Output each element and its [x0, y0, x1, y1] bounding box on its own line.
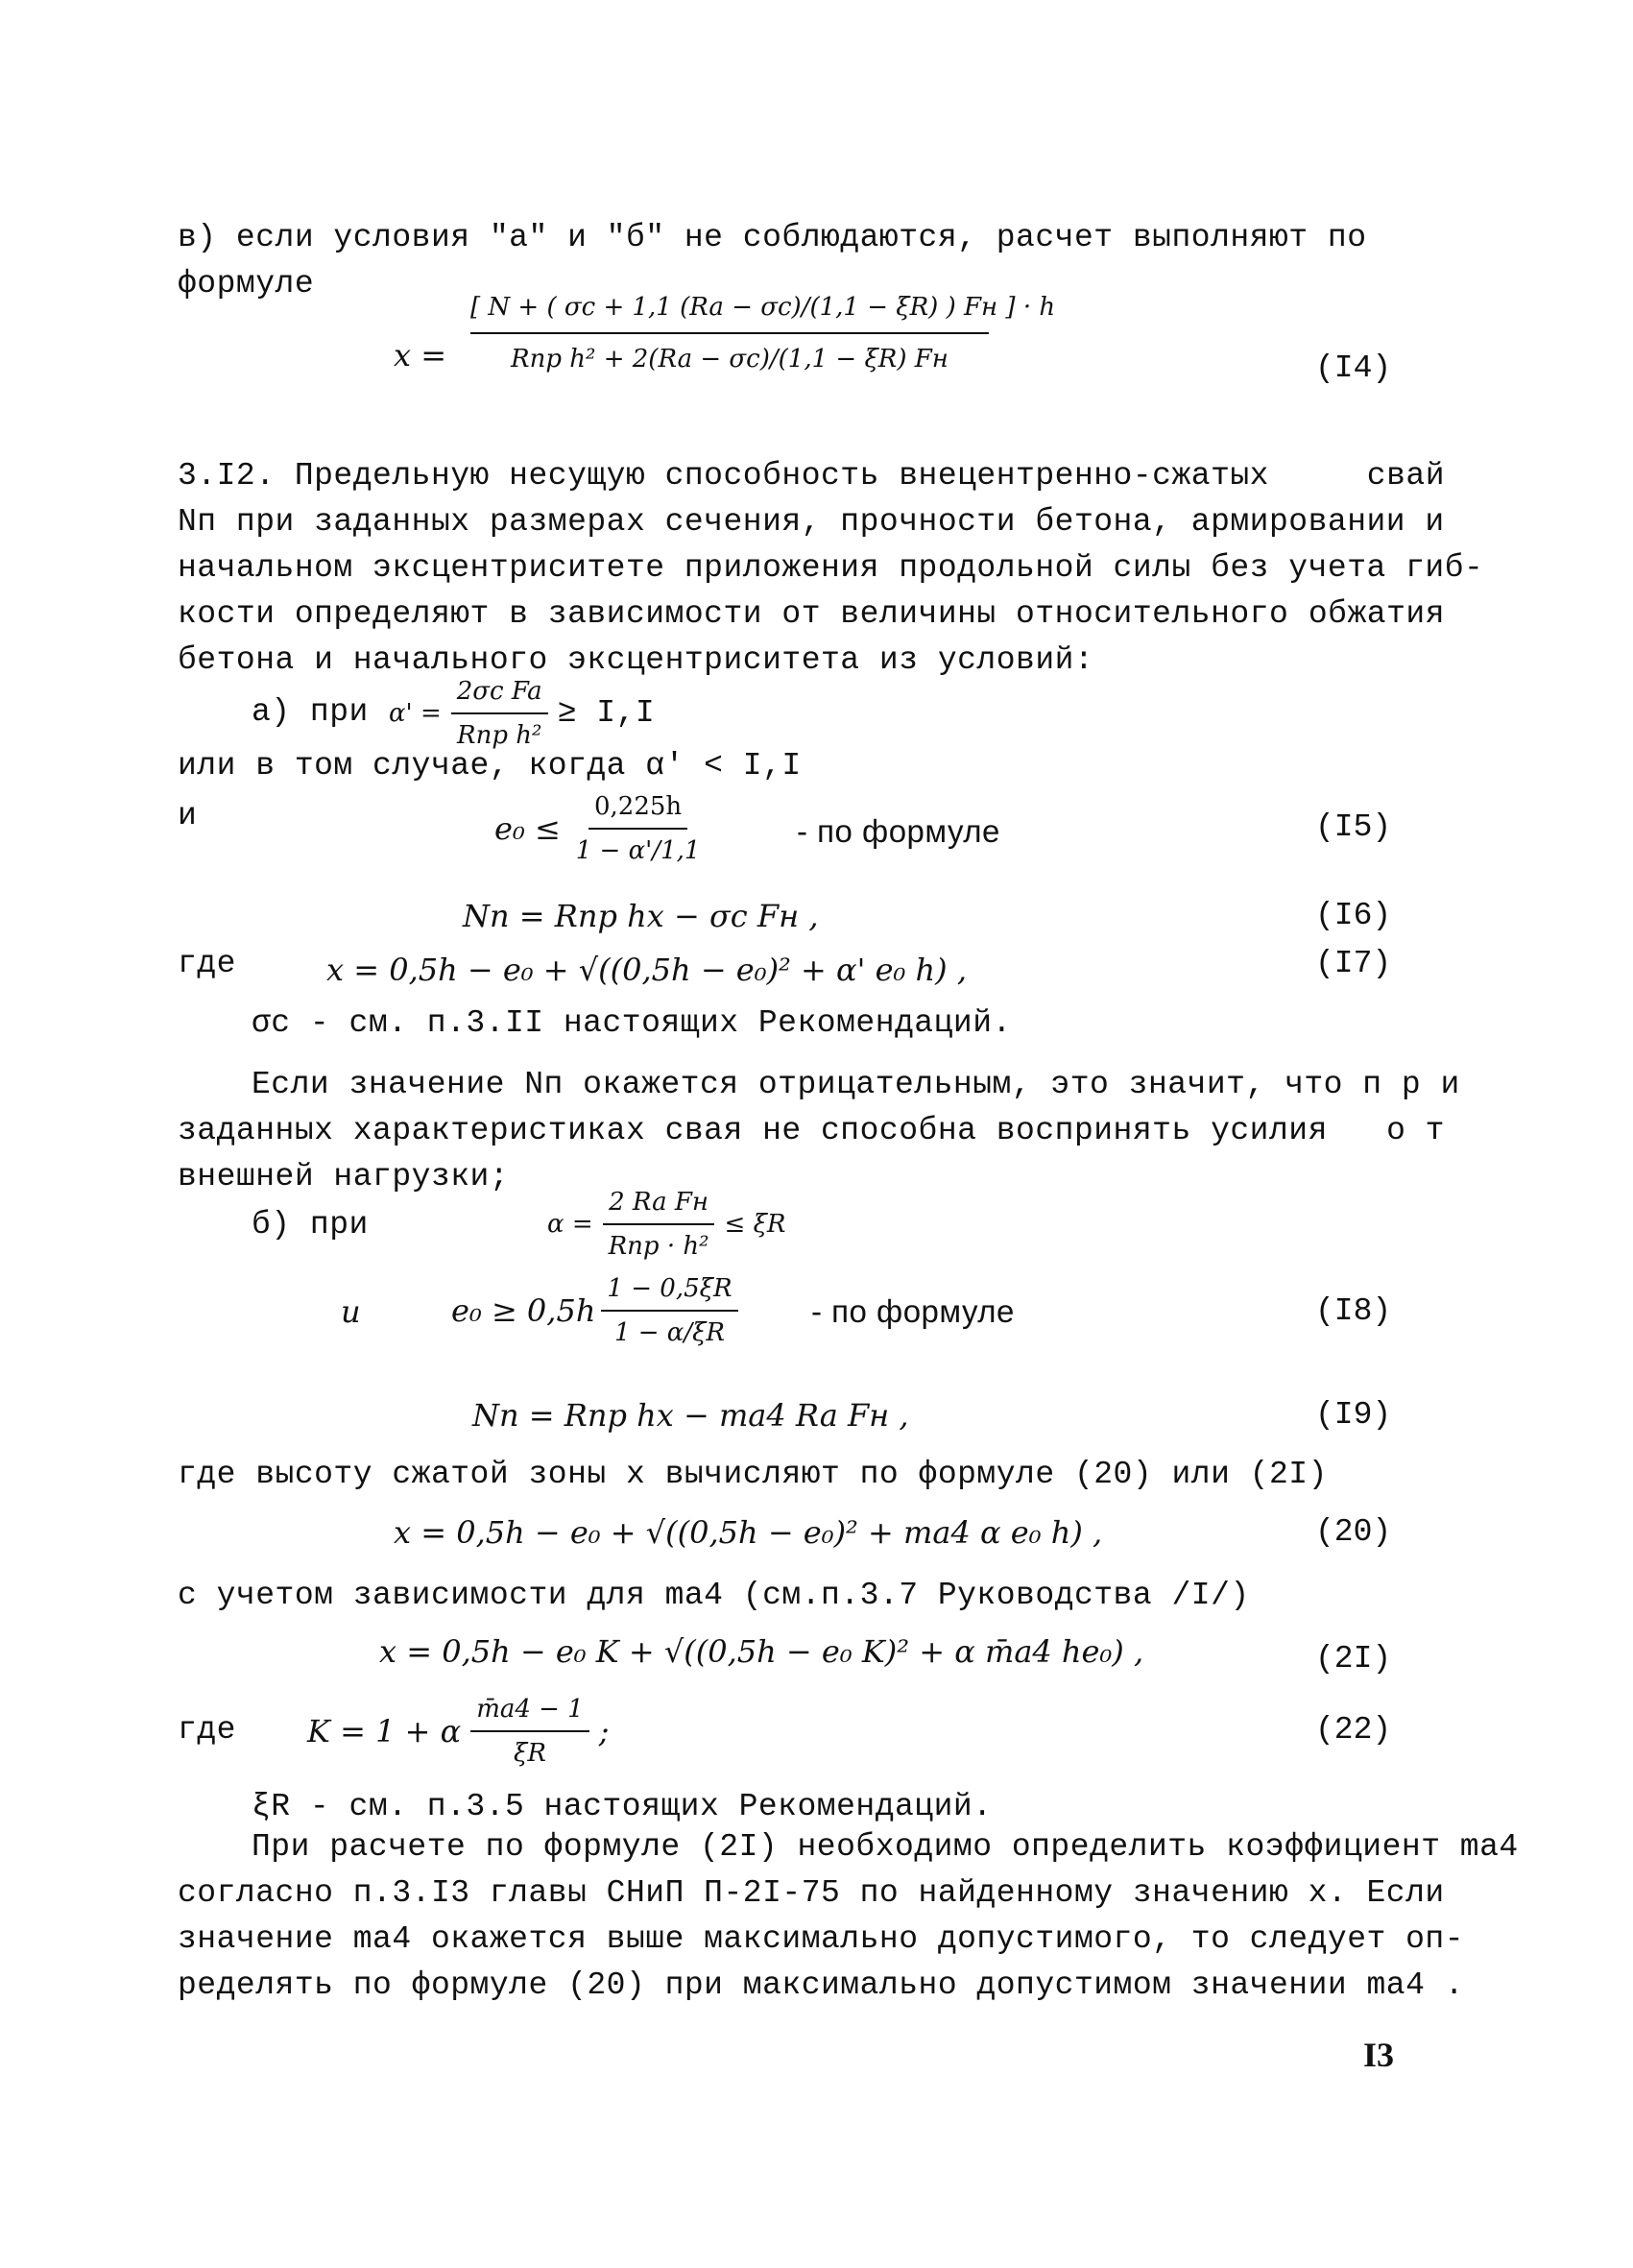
fraction-denominator: ξR	[514, 1739, 546, 1768]
equation-lhs: α =	[547, 1210, 593, 1239]
text-line: и	[178, 798, 198, 833]
fraction-numerator: 1 − 0,5ξR	[601, 1269, 737, 1312]
text-segment: о т	[1386, 1113, 1445, 1148]
equation-number: (I5)	[1315, 809, 1392, 845]
equation-18	[451, 1269, 738, 1352]
text-segment: кости определяют в зависимости от величины относительного	[178, 596, 1289, 632]
text-line	[178, 457, 1445, 495]
text-line: формуле	[178, 266, 315, 302]
fraction-numerator: 2 Ra Fн	[603, 1183, 714, 1225]
equation-14-fraction	[470, 288, 1056, 378]
equation-lhs: α' =	[389, 699, 442, 728]
fraction	[570, 787, 707, 870]
text-line: где высоту сжатой зоны x вычисляют по формуле (20) или (2I)	[178, 1457, 1328, 1492]
text-line: в) если условия "а" и "б" не соблюдаются, расчет выполняют по	[178, 220, 1367, 255]
equation-rhs: ≤ ξR	[724, 1210, 786, 1239]
equation-tail: ;	[598, 1713, 610, 1749]
text-line: начальном эксцентриситете приложения продольной силы без учета гиб-	[178, 550, 1484, 586]
text-segment: заданных характеристиках свая не способна воспринять усилия	[178, 1113, 1328, 1148]
text-line: Если значение Nп окажется отрицательным, это значит, что п р и	[252, 1067, 1460, 1102]
fraction	[601, 1269, 737, 1352]
text-segment: 3.I2. Предельную несущую способность внецентренно-сжатых	[178, 458, 1269, 494]
text-line: или в том случае, когда α' < I,I	[178, 748, 802, 784]
text-line: ределять по формуле (20) при максимально допустимом значении ma4 .	[178, 1967, 1465, 2003]
equation-rhs: ≥ I,I	[557, 695, 656, 731]
text-line: и	[341, 1293, 361, 1330]
text-segment: свай	[1366, 458, 1445, 494]
text-line	[178, 595, 1445, 634]
equation-alpha	[547, 1183, 786, 1266]
equation-14-numerator: [ N + ( σc + 1,1 (Ra − σc)/(1,1 − ξR) ) Fн ] · h	[470, 288, 989, 334]
text-line: σc - см. п.3.II настоящих Рекомендаций.	[252, 1005, 1012, 1041]
equation-14-denominator: Rпр h² + 2(Ra − σc)/(1,1 − ξR) Fн	[511, 345, 949, 374]
fraction-denominator: 1 − α'/1,1	[575, 836, 701, 865]
fraction-denominator: Rпр h²	[457, 721, 542, 750]
equation-14-lhs: x =	[394, 337, 447, 374]
equation-number: (I6)	[1315, 898, 1392, 933]
text-line: - по формуле	[797, 813, 1000, 849]
equation-17: x = 0,5h − e₀ + √((0,5h − e₀)² + α' e₀ h) ,	[326, 952, 967, 988]
text-line: значение ma4 окажется выше максимально допустимого, то следует оп-	[178, 1921, 1465, 1957]
equation-number: (20)	[1315, 1514, 1392, 1550]
equation-number: (I8)	[1315, 1293, 1392, 1329]
text-segment: обжатия	[1308, 596, 1445, 632]
equation-number: (I9)	[1315, 1397, 1392, 1433]
equation-number: (I7)	[1315, 946, 1392, 981]
text-line: При расчете по формуле (2I) необходимо определить коэффициент ma4	[252, 1829, 1519, 1865]
text-line: где	[178, 946, 236, 981]
equation-lhs: e₀ ≤	[494, 810, 561, 847]
fraction-numerator: 2σc Fa	[451, 672, 548, 714]
page-number: I3	[1363, 2036, 1395, 2074]
fraction-numerator: 0,225h	[588, 787, 687, 830]
text-line: где	[178, 1712, 236, 1748]
text-line: - по формуле	[811, 1293, 1015, 1329]
equation-19: Nп = Rпр hx − ma4 Ra Fн ,	[472, 1397, 909, 1434]
text-line: согласно п.3.I3 главы СНиП П-2I-75 по найденному значению x. Если	[178, 1875, 1445, 1911]
equation-number: (22)	[1315, 1712, 1392, 1748]
fraction-numerator: m̄a4 − 1	[470, 1690, 589, 1732]
fraction-denominator: Rпр · h²	[608, 1232, 709, 1261]
text-line	[178, 1112, 1445, 1150]
text-line: Nп при заданных размерах сечения, прочности бетона, армировании и	[178, 504, 1445, 540]
text-line: б) при	[252, 1207, 369, 1243]
text-line: с учетом зависимости для ma4 (см.п.3.7 Руководства /I/)	[178, 1578, 1250, 1613]
equation-number: (2I)	[1315, 1641, 1392, 1677]
equation-15	[494, 787, 706, 870]
text-line: бетона и начального эксцентриситета из условий:	[178, 642, 1094, 678]
equation-lhs: K = 1 + α	[307, 1713, 462, 1749]
fraction	[603, 1183, 715, 1266]
equation-22	[307, 1690, 610, 1773]
equation-alpha-prime	[389, 672, 655, 755]
fraction	[451, 672, 548, 755]
equation-lhs: e₀ ≥ 0,5h	[451, 1292, 596, 1329]
fraction-denominator: 1 − α/ξR	[613, 1318, 726, 1347]
equation-20: x = 0,5h − e₀ + √((0,5h − e₀)² + ma4 α e₀ h) ,	[394, 1514, 1103, 1551]
text-line: а) при	[252, 694, 369, 730]
fraction	[470, 1690, 589, 1773]
equation-21: x = 0,5h − e₀ K + √((0,5h − e₀ K)² + α m̄a4 he₀) ,	[379, 1633, 1144, 1670]
text-line: ξR - см. п.3.5 настоящих Рекомендаций.	[252, 1789, 993, 1824]
equation-16: Nп = Rпр hx − σc Fн ,	[463, 898, 819, 934]
text-line: внешней нагрузки;	[178, 1159, 510, 1194]
equation-number: (I4)	[1315, 350, 1392, 386]
